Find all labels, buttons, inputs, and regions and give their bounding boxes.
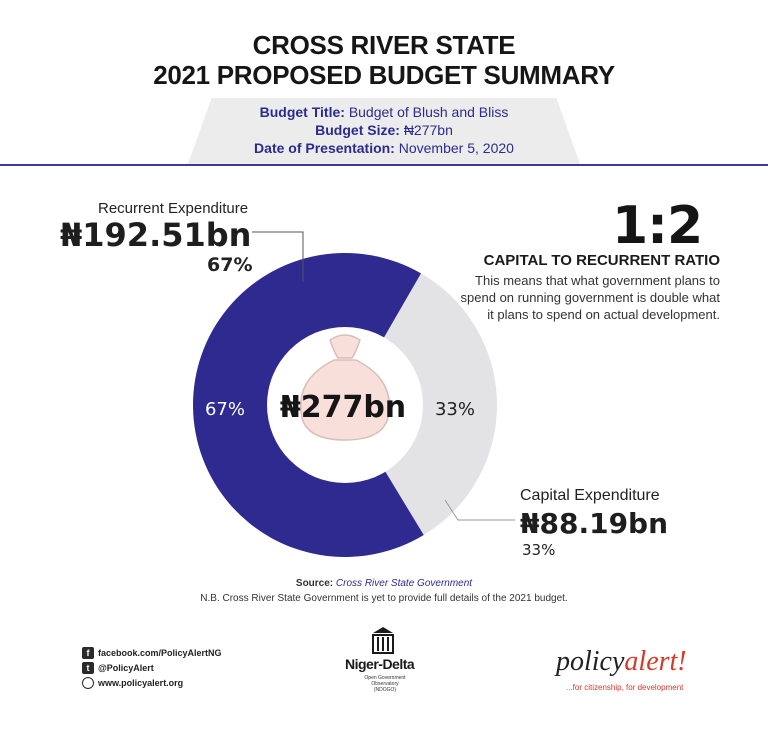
ratio-label: CAPITAL TO RECURRENT RATIO [483, 252, 720, 269]
twitter-link[interactable] [82, 662, 154, 674]
capital-amount: ₦88.19bn [520, 507, 669, 540]
capital-label: Capital Expenditure [520, 487, 660, 504]
capital-percent: 33% [522, 541, 556, 559]
slice-label-capital: 33% [434, 399, 476, 420]
globe-icon [82, 677, 94, 689]
niger-delta-subtitle: Open Government Observatory (NDOGO) [364, 675, 406, 693]
budget-title-key: Budget Title: [259, 104, 345, 120]
website-link[interactable] [82, 677, 183, 689]
slice-label-recurrent: 67% [204, 399, 246, 420]
page-title-line-2: 2021 PROPOSED BUDGET SUMMARY [153, 60, 615, 90]
facebook-link[interactable] [82, 647, 222, 659]
twitter-icon: t [82, 662, 94, 674]
page-title-line-1: CROSS RIVER STATE [252, 30, 516, 60]
ratio-note: This means that what government plans to spend on running government is double what it plans to spend on actual development. [460, 273, 720, 322]
recurrent-percent: 67% [207, 254, 253, 276]
budget-title-value: Budget of Blush and Bliss [348, 104, 509, 120]
date-value: November 5, 2020 [398, 140, 514, 156]
policy-alert-main: policy [556, 646, 625, 677]
nb-note: N.B. Cross River State Government is yet to provide full details of the 2021 budget. [200, 593, 568, 604]
budget-size-value: ₦277bn [403, 122, 453, 138]
donut-center-label: ₦277bn [279, 390, 407, 425]
source-link[interactable]: Cross River State Government [335, 578, 473, 589]
recurrent-amount: ₦192.51bn [60, 216, 252, 254]
policy-alert-tagline: ...for citizenship, for development [566, 683, 684, 692]
ratio-value: 1:2 [612, 196, 703, 256]
policy-alert-logo [556, 646, 687, 678]
website-text: www.policyalert.org [98, 678, 184, 688]
source-line [0, 578, 768, 589]
policy-alert-accent: alert! [624, 646, 687, 677]
niger-delta-name: Niger-Delta [345, 656, 415, 672]
facebook-text: facebook.com/PolicyAlertNG [98, 648, 222, 658]
budget-size-key: Budget Size: [315, 122, 400, 138]
facebook-icon: f [82, 647, 94, 659]
twitter-text: @PolicyAlert [98, 663, 154, 673]
recurrent-label: Recurrent Expenditure [98, 200, 249, 217]
date-key: Date of Presentation: [254, 140, 395, 156]
source-key: Source: [295, 578, 334, 589]
